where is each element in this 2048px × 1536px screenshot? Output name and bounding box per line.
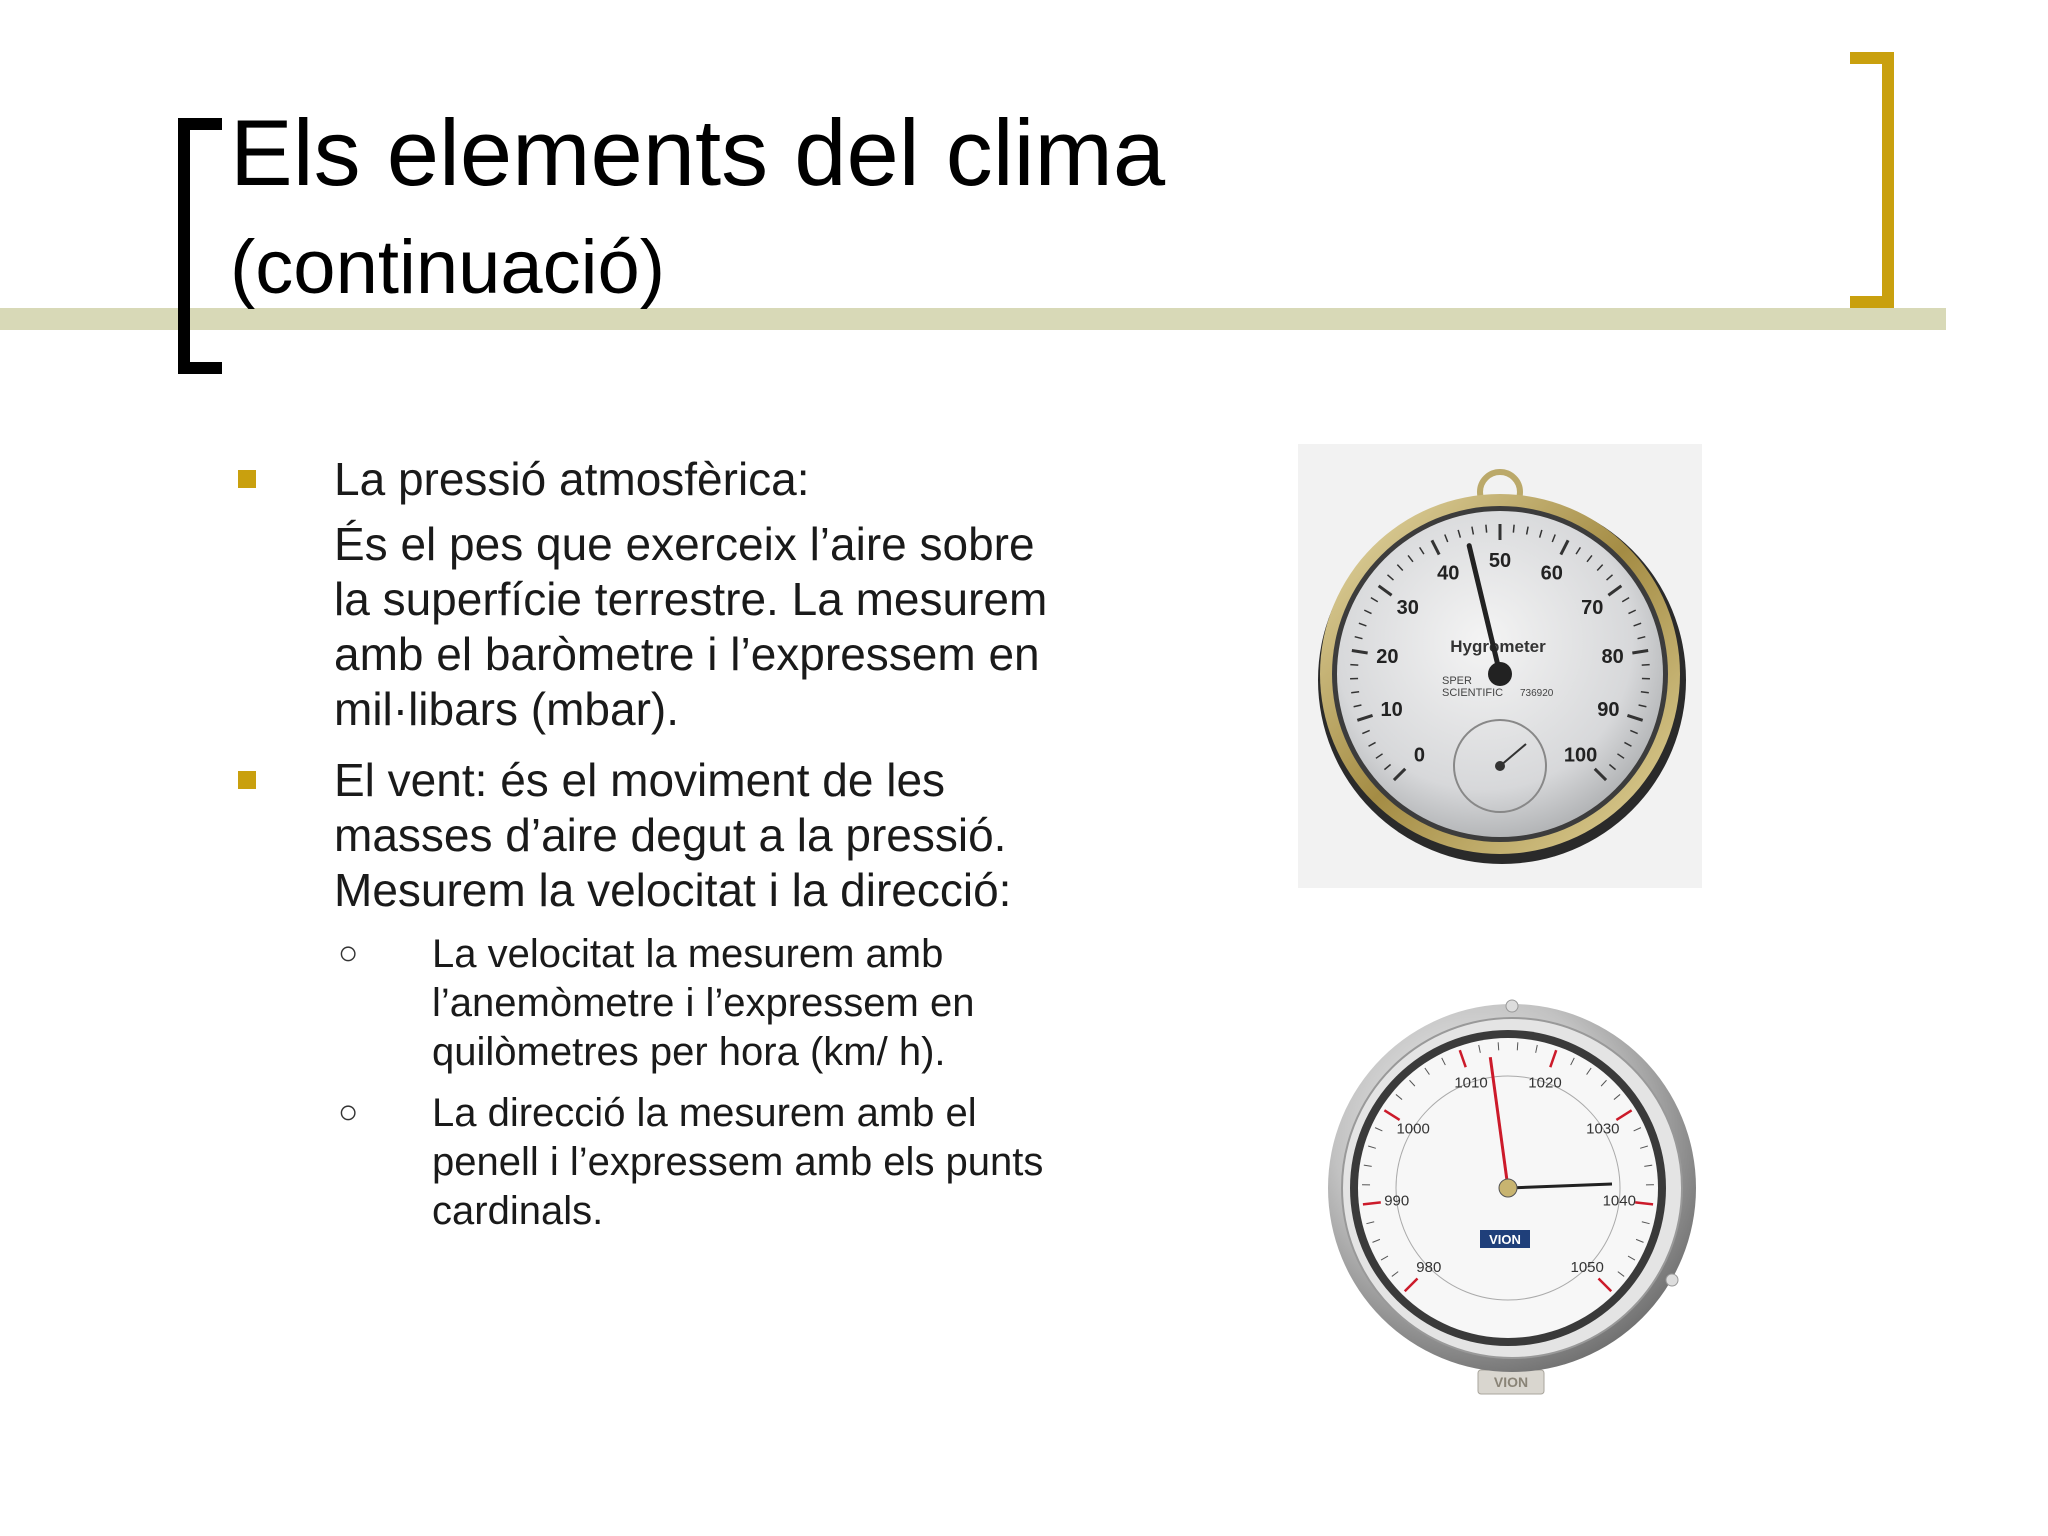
hygrometer-illustration [1298,444,1702,888]
subitem-wind-direction [230,1089,1050,1236]
hygrometer-tick [1486,525,1487,533]
barometer-scale-label: 1050 [1570,1259,1604,1277]
hygrometer-scale-label: 40 [1437,562,1460,585]
bullet-pressure-heading: La pressió atmosfèrica: [334,453,810,505]
hygrometer-tick [1350,665,1358,666]
hygrometer-scale-label: 70 [1581,596,1604,619]
hygrometer-scale-label: 20 [1376,646,1399,669]
subitem-wind-speed-text: La velocitat la mesurem amb l’anemòmetre i l’expressem en quilòmetres per hora (km/ h). [432,932,975,1074]
slide-title-line1: Els elements del clima [230,100,1166,205]
hygrometer-brand-line1: SPER [1442,675,1472,687]
barometer-base-brand: VION [1493,1374,1529,1390]
hygrometer-scale-label: 100 [1563,744,1598,767]
bullet-pressure-text: És el pes que exerceix l’aire sobre la superfície terrestre. La mesurem amb el baròmetre i l’expressem en mil·libars (mbar). [334,518,1048,735]
hygrometer-tick [1513,525,1514,533]
left-bracket-decoration [178,118,222,374]
hygrometer-scale-label: 90 [1597,699,1620,722]
hygrometer-scale-label: 50 [1488,550,1512,572]
hygrometer-tick [1641,692,1649,693]
barometer-photo [1300,990,1720,1410]
hygrometer-model: 736920 [1520,688,1554,699]
subitem-wind-speed [230,930,1050,1077]
barometer-scale-label: 1030 [1586,1120,1620,1138]
slide-body [230,452,1050,1236]
square-bullet-icon [238,771,256,789]
barometer-brand: VION [1489,1232,1521,1247]
slide-title [230,98,1165,318]
barometer-scale-label: 1020 [1528,1074,1562,1092]
barometer-scale-label: 1040 [1602,1192,1636,1210]
hygrometer-photo [1298,444,1702,888]
bullet-pressure [230,452,1050,737]
slide-title-line2: (continuació) [230,225,666,310]
circle-bullet-icon: ○ [338,1093,359,1131]
hygrometer-scale-label: 60 [1540,562,1563,585]
square-bullet-icon [238,470,256,488]
barometer-tick [1517,1042,1518,1050]
hygrometer-scale-label: 30 [1396,596,1419,619]
subitem-wind-direction-text: La direcció la mesurem amb el penell i l’expressem amb els punts cardinals. [432,1091,1044,1233]
barometer-scale-label: 990 [1384,1192,1410,1210]
hygrometer-brand-line2: SCIENTIFIC [1442,687,1504,699]
hygrometer-scale-label: 0 [1413,744,1425,767]
wind-sublist [230,930,1050,1236]
hygrometer-scale-label: 80 [1601,646,1624,669]
circle-bullet-icon: ○ [338,934,359,972]
bullet-wind-text: El vent: és el moviment de les masses d’aire degut a la pressió. Mesurem la velocitat i la direcció: [334,754,1012,916]
barometer-scale-label: 1010 [1454,1074,1488,1092]
hygrometer-tick [1642,665,1650,666]
barometer-scale-label: 1000 [1396,1120,1430,1138]
right-bracket-decoration [1850,52,1894,308]
barometer-tick [1498,1042,1499,1050]
hygrometer-dial-label: Hygrometer [1450,637,1546,656]
hygrometer-tick [1351,692,1359,693]
barometer-illustration [1300,990,1720,1410]
barometer-scale-label: 980 [1416,1259,1442,1277]
hygrometer-scale-label: 10 [1380,699,1403,722]
bullet-wind [230,753,1050,918]
